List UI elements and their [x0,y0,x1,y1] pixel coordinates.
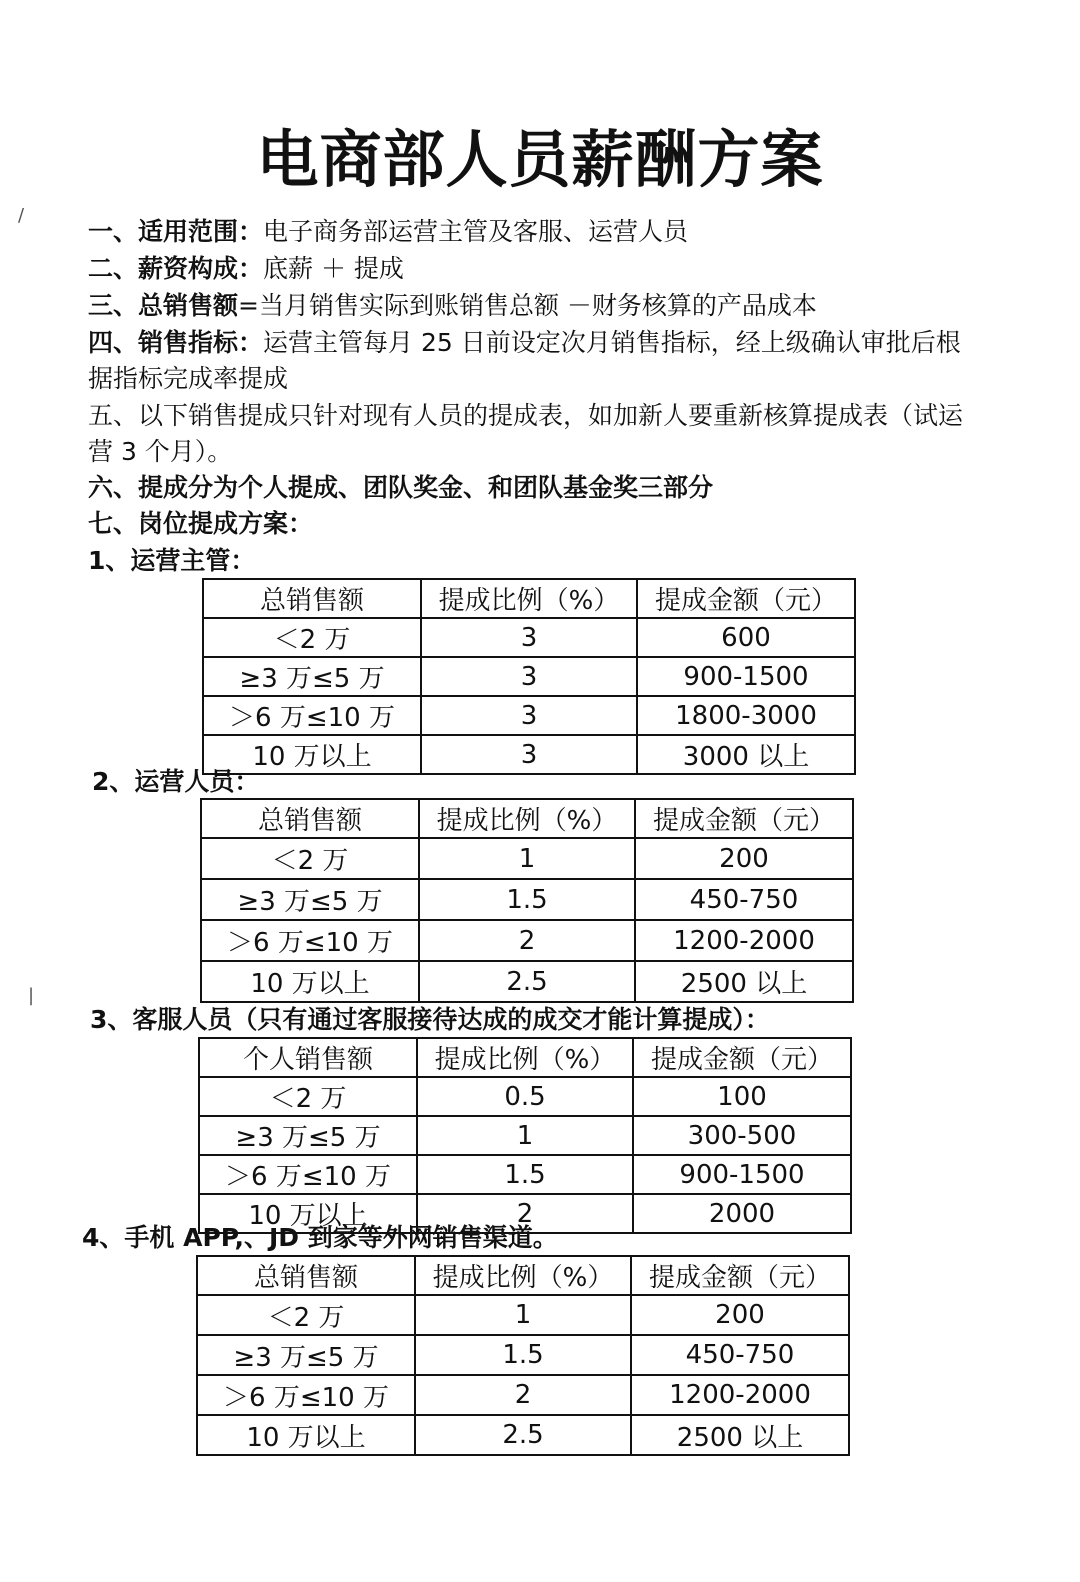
commission-table-ops-staff [200,798,854,1003]
page-title: 电商部人员薪酬方案 [256,123,824,196]
table-cell: ≥3 万≤5 万 [203,657,421,696]
table-cell: 1.5 [417,1155,633,1194]
table-header-row [201,799,853,838]
item-sales-target-cont: 据指标完成率提成 [88,364,289,393]
item-note-cont: 营 3 个月）。 [88,437,233,466]
table-cell: 1800-3000 [637,696,855,735]
table-row [197,1295,849,1335]
table-cell: 10 万以上 [197,1415,415,1455]
commission-table-external-channels [196,1255,850,1456]
table-row [201,879,853,920]
table-header-row [203,579,855,618]
table-cell: 1.5 [415,1335,631,1375]
item-position-plan: 七、岗位提成方案： [88,509,314,538]
table-row [201,961,853,1002]
table-header-cell: 提成金额（元） [631,1256,849,1295]
table-cell: 1.5 [419,879,635,920]
item-text: =当月销售实际到账销售总额 －财务核算的产品成本 [238,291,817,320]
section-heading-ops-manager: 1、运营主管： [88,546,256,575]
table-header-cell: 提成金额（元） [635,799,853,838]
item-total-sales [88,288,988,324]
commission-table-customer-service [198,1037,852,1234]
table-header-cell: 提成比例（%） [419,799,635,838]
table-cell: ≥3 万≤5 万 [197,1335,415,1375]
table-cell: 2 [415,1375,631,1415]
section-heading-ops-staff: 2、运营人员： [92,767,260,796]
table-header-row [199,1038,851,1077]
table-cell: 3 [421,618,637,657]
table-cell: 1 [419,838,635,879]
table-cell: ＜2 万 [197,1295,415,1335]
table-header-cell: 总销售额 [203,579,421,618]
section-heading-external-channels: 4、手机 APP,、JD 到家等外网销售渠道。 [82,1223,558,1252]
table-cell: 10 万以上 [199,1194,417,1233]
item-note: 五、以下销售提成只针对现有人员的提成表，如加新人要重新核算提成表（试运 [88,401,964,430]
table-cell: 450-750 [631,1335,849,1375]
table-header-cell: 提成金额（元） [633,1038,851,1077]
item-label: 一、适用范围： [88,217,264,246]
table-cell: 900-1500 [633,1155,851,1194]
table-row [197,1335,849,1375]
table-cell: 450-750 [635,879,853,920]
table-cell: 200 [631,1295,849,1335]
table-cell: 0.5 [417,1077,633,1116]
margin-mark: / [18,205,25,226]
table-cell: 200 [635,838,853,879]
table-header-cell: 提成比例（%） [421,579,637,618]
table-cell: ＞6 万≤10 万 [197,1375,415,1415]
margin-mark: | [28,985,35,1006]
table-cell: ＜2 万 [199,1077,417,1116]
table-cell: 1 [417,1116,633,1155]
table-cell: ＞6 万≤10 万 [203,696,421,735]
table-row [197,1375,849,1415]
table-row [203,657,855,696]
table-cell: 10 万以上 [203,735,421,774]
item-sales-target [88,325,988,361]
table-cell: ≥3 万≤5 万 [199,1116,417,1155]
table-cell: 2000 [633,1194,851,1233]
table-cell: 2 [417,1194,633,1233]
table-row [199,1116,851,1155]
table-cell: 1200-2000 [635,920,853,961]
table-cell: 3 [421,735,637,774]
item-text: 底薪 ＋ 提成 [263,254,404,283]
table-row [201,838,853,879]
table-cell: 3 [421,657,637,696]
table-cell: 2500 以上 [631,1415,849,1455]
table-cell: 2 [419,920,635,961]
table-cell: 10 万以上 [201,961,419,1002]
item-scope [88,214,988,250]
table-cell: 2500 以上 [635,961,853,1002]
table-row [197,1415,849,1455]
table-cell: 100 [633,1077,851,1116]
table-cell: 1200-2000 [631,1375,849,1415]
table-cell: ≥3 万≤5 万 [201,879,419,920]
table-header-cell: 提成比例（%） [417,1038,633,1077]
section-heading-customer-service: 3、客服人员（只有通过客服接待达成的成交才能计算提成）： [90,1005,770,1034]
table-header-row [197,1256,849,1295]
table-row [199,1077,851,1116]
table-cell: 300-500 [633,1116,851,1155]
table-row [203,618,855,657]
table-header-cell: 提成比例（%） [415,1256,631,1295]
table-header-cell: 总销售额 [197,1256,415,1295]
item-text: 电子商务部运营主管及客服、运营人员 [263,217,689,246]
item-salary-structure [88,251,988,287]
table-header-cell: 个人销售额 [199,1038,417,1077]
table-cell: ＞6 万≤10 万 [199,1155,417,1194]
item-commission-parts: 六、提成分为个人提成、团队奖金、和团队基金奖三部分 [88,473,714,502]
table-cell: 1 [415,1295,631,1335]
table-cell: 900-1500 [637,657,855,696]
item-label: 三、总销售额 [88,291,239,320]
table-row [203,696,855,735]
table-cell: 2.5 [415,1415,631,1455]
item-label: 二、薪资构成： [88,254,264,283]
table-header-cell: 总销售额 [201,799,419,838]
commission-table-ops-manager [202,578,856,775]
table-row [201,920,853,961]
table-cell: 3000 以上 [637,735,855,774]
table-cell: ＜2 万 [203,618,421,657]
item-label: 四、销售指标： [88,328,264,357]
table-cell: ＜2 万 [201,838,419,879]
item-text: 运营主管每月 25 日前设定次月销售指标，经上级确认审批后根 [263,328,961,357]
table-cell: 600 [637,618,855,657]
table-cell: ＞6 万≤10 万 [201,920,419,961]
table-cell: 2.5 [419,961,635,1002]
table-header-cell: 提成金额（元） [637,579,855,618]
table-row [199,1155,851,1194]
table-cell: 3 [421,696,637,735]
